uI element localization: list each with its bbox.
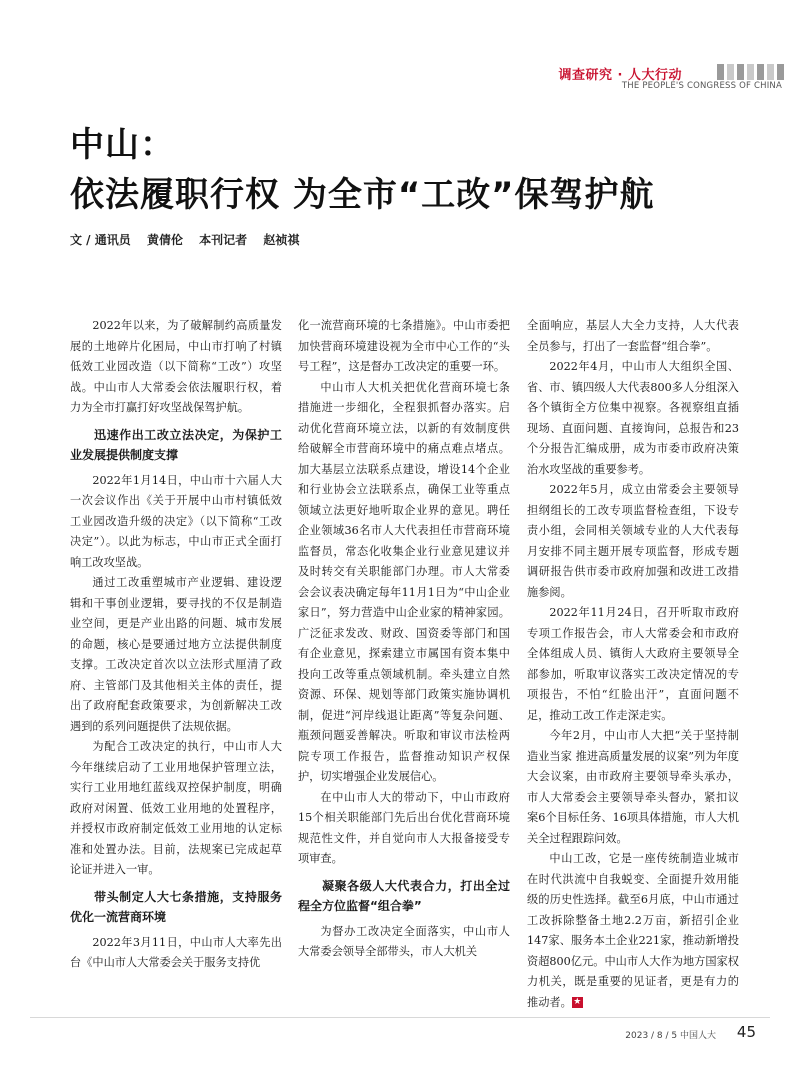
paragraph: 今年2月，中山市人大把“关于坚持制造业当家 推进高质量发展的议案”列为年度大会议案，由市政府主要领导牵头承办，市人大常委会主要领导牵头督办，紧扣议案6个目标任务、16项具体措施，市人大机关全过程跟踪问效。 [527, 729, 739, 845]
paragraph: 全面响应，基层人大全力支持，人大代表全员参与，打出了一套监督“组合拳”。 [527, 319, 739, 353]
header-stripes [717, 64, 784, 80]
paragraph: 化一流营商环境的七条措施》。中山市委把加快营商环境建设视为全市中心工作的“头号工程”，这是督办工改决定的重要一环。 [298, 319, 510, 373]
paragraph: 为督办工改决定全面落实，中山市人大常委会领导全部带头，市人大机关 [298, 924, 510, 958]
title-line-1: 中山： [70, 125, 175, 165]
paragraph: 2022年3月11日，中山市人大率先出台《中山市人大常委会关于服务支持优 [70, 935, 282, 969]
article-title [70, 120, 655, 220]
paragraph: 2022年11月24日，召开听取市政府专项工作报告会，市人大常委会和市政府全体组成人员、镇街人大政府主要领导全部参加，听取审议落实工改决定情况的专项报告，不怕“红脸出汗”，直面问题不足，推动工改工作走深走实。 [527, 606, 739, 722]
paragraph-final-text: 中山工改，它是一座传统制造业城市在时代洪流中自我蜕变、全面提升效用能级的历史性选择。截至6月底，中山市通过工改拆除整备土地2.2万亩，新招引企业147家、服务本土企业221家，推动新增投资超800亿元。中山市人大作为地方国家权力机关，既是重要的见证者，更是有力的推动者。 [527, 852, 739, 1009]
paragraph: 2022年以来，为了破解制约高质量发展的土地碎片化困局，中山市打响了村镇低效工业园改造（以下简称“工改”）攻坚战。中山市人大常委会依法履职行权，着力为全市打赢打好攻坚战保驾护航。 [70, 319, 282, 414]
paragraph: 2022年1月14日，中山市十六届人大一次会议作出《关于开展中山市村镇低效工业园改造升级的决定》（以下简称“工改决定”）。以此为标志，中山市正式全面打响工改攻坚战。 [70, 473, 282, 569]
byline-role: 本刊记者 [199, 233, 248, 247]
section-heading: 带头制定人大七条措施，支持服务优化一流营商环境 [70, 889, 282, 924]
footer-divider [30, 1017, 770, 1018]
byline-author-2: 赵祯祺 [263, 233, 300, 247]
paragraph: 通过工改重塑城市产业逻辑、建设逻辑和干事创业逻辑，要寻找的不仅是制造业空间，更是产业出路的问题、城市发展的命题，核心是要通过地方立法提供制度支撑。工改决定首次以立法形式厘清了政府、主管部门及其他相关主体的责任，提出了政府配套政策要求，为创新解决工改遇到的系列问题提供了法规依据。 [70, 576, 282, 733]
title-line-2: 依法履职行权 为全市“工改”保驾护航 [70, 175, 655, 215]
paragraph-final [527, 849, 739, 1013]
section-label: 调查研究 · 人大行动 [558, 68, 682, 83]
paragraph: 为配合工改决定的执行，中山市人大今年继续启动了工业用地保护管理立法，实行工业用地红蓝线双控保护制度，明确政府对闲置、低效工业用地的处置程序，并授权市政府制定低效工业用地的认定标准和处置办法。目前，法规案已完成起草论证并进入一审。 [70, 740, 282, 876]
star-icon: ★ [573, 997, 582, 1007]
section-heading: 凝聚各级人大代表合力，打出全过程全方位监督“组合拳” [298, 878, 510, 913]
section-heading: 迅速作出工改立法决定，为保护工业发展提供制度支撑 [70, 427, 282, 462]
paragraph: 在中山市人大的带动下，中山市政府15个相关职能部门先后出台优化营商环境规范性文件，并自觉向市人大报备接受专项审查。 [298, 790, 510, 865]
byline-author-1: 黄倩伦 [146, 233, 183, 247]
paragraph: 2022年5月，成立由常委会主要领导担纲组长的工改专项监督检查组，下设专责小组，会同相关领域专业的人大代表每月安排不同主题开展专项监督，形成专题调研报告供市委市政府加强和改进工改措施参阅。 [527, 483, 739, 599]
column-1 [70, 316, 282, 974]
page-number: 45 [736, 1023, 756, 1041]
column-3 [527, 316, 739, 1013]
byline [70, 231, 311, 248]
paragraph: 2022年4月，中山市人大组织全国、省、市、镇四级人大代表800多人分组深入各个镇街全方位集中视察。各视察组直插现场、直面问题、直接询问，总报告和23个分报告汇编成册，成为市委市政府决策治水攻坚战的重要参考。 [527, 360, 739, 476]
byline-prefix: 文 / 通讯员 [70, 233, 131, 247]
column-2 [298, 316, 510, 963]
page-footer [0, 1017, 800, 1047]
issue-info: 2023 / 8 / 5 中国人大 [625, 1031, 716, 1041]
running-header [0, 62, 800, 96]
paragraph: 中山市人大机关把优化营商环境七条措施进一步细化，全程狠抓督办落实。启动优化营商环境立法，以新的有效制度供给破解全市营商环境中的痛点难点堵点。加大基层立法联系点建设，增设14个企业和行业协会立法联系点，确保工业等重点领域立法更好地听取企业界的意见。聘任企业领域36名市人大代表担任市营商环境监督员，常态化收集企业行业意见建议并及时转交有关职能部门办理。市人大常委会会议表决确定每年11月1日为“中山企业家日”，努力营造中山企业家的精神家园。广泛征求发改、财政、国资委等部门和国有企业意见，探索建立市属国有资本集中投向工改等重点领域机制。牵头建立自然资源、环保、规划等部门政策实施协调机制，促进“河岸线退让距离”等复杂问题、瓶颈问题妥善解决。听取和审议市法检两院专项工作报告，监督推动知识产权保护，切实增强企业发展信心。 [298, 380, 510, 783]
magazine-name: THE PEOPLE'S CONGRESS OF CHINA [621, 81, 782, 91]
